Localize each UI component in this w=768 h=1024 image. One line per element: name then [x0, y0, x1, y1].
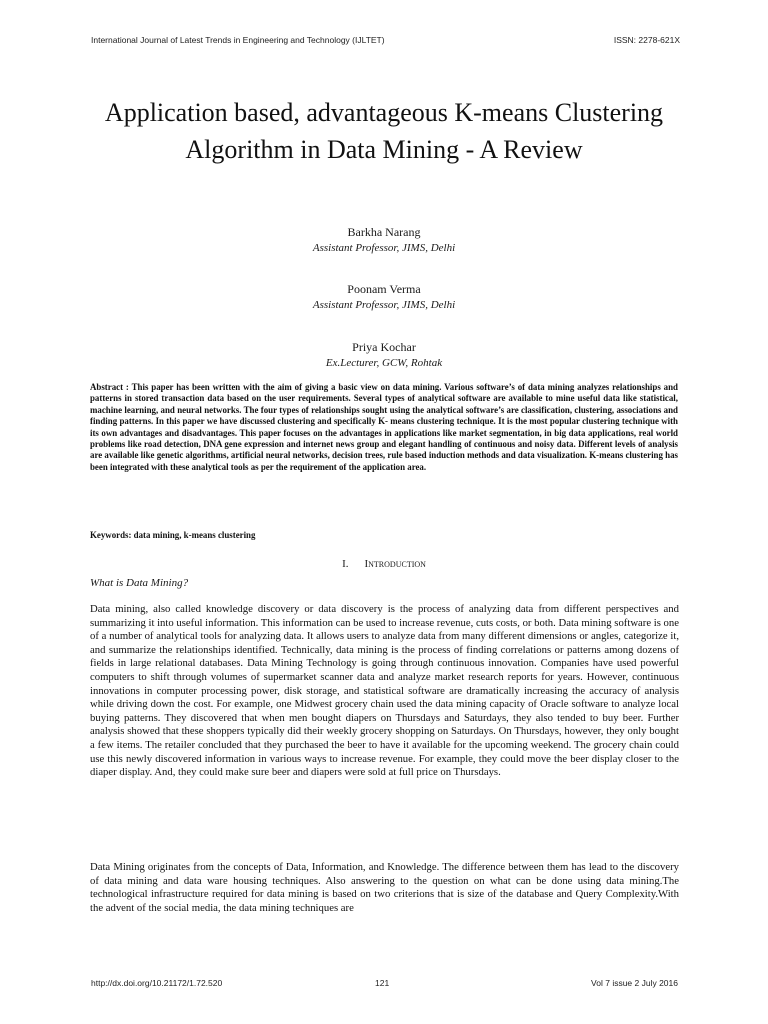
author-affiliation: Assistant Professor, JIMS, Delhi	[312, 299, 456, 311]
author-block	[84, 281, 684, 314]
section-number: I.	[342, 558, 349, 570]
keywords: Keywords: data mining, k-means clustering	[90, 530, 256, 540]
journal-header: International Journal of Latest Trends in Engineering and Technology (IJLTET)	[91, 35, 385, 45]
subheading: What is Data Mining?	[90, 577, 189, 589]
author-affiliation: Ex.Lecturer, GCW, Rohtak	[325, 357, 443, 369]
volume-info: Vol 7 issue 2 July 2016	[591, 978, 678, 988]
author-affiliation: Assistant Professor, JIMS, Delhi	[312, 242, 456, 254]
page-number: 121	[375, 978, 390, 988]
author-block	[84, 339, 684, 372]
issn-header: ISSN: 2278-621X	[613, 35, 680, 45]
section-heading	[84, 558, 684, 570]
author-name: Priya Kochar	[352, 340, 416, 354]
author-name: Barkha Narang	[347, 225, 421, 239]
paper-title: Application based, advantageous K-means Clustering Algorithm in Data Mining - A Review	[104, 98, 664, 164]
body-paragraph: Data mining, also called knowledge discovery or data discovery is the process of analyzing data from different perspectives and summarizing it into useful information. This information can be used to increase revenue, cuts costs, or both. Data mining software is one of a number of analytical tools for analyzing data. It allows users to analyze data from many different dimensions or angles, categorize it, and summarize the relationships identified. Technically, data mining is the process of finding correlations or patterns among dozens of fields in large relational databases. Data Mining Technology is going through continuous innovation. Companies have used powerful computers to shift through volumes of supermarket scanner data and analyze market research reports for years. However, continuous innovations in computer processing power, disk storage, and statistical software are dramatically increasing the accuracy of analysis while driving down the cost. For example, one Midwest grocery chain used the data mining capacity of Oracle software to analyze local buying patterns. They discovered that when men bought diapers on Thursdays and Saturdays, they also tended to buy beer. Further analysis showed that these shoppers typically did their weekly grocery shopping on Saturdays. On Thursdays, however, they only bought a few items. The retailer concluded that they purchased the beer to have it available for the upcoming weekend. The grocery chain could use this newly discovered information in various ways to increase revenue. For example, they could move the beer display closer to the diaper display. And, they could make sure beer and diapers were sold at full price on Thursdays.	[90, 603, 679, 779]
abstract: Abstract : This paper has been written with the aim of giving a basic view on data mining. Various software’s of data mining analyzes relationships and patterns in stored transaction data based on the user requirements. Several types of analytical software are available to mine useful data like statistical, machine learning, and neural networks. The four types of relationships sought using the analytical software’s are classification, clustering, associations and finding patterns. In this paper we have discussed clustering and specifically K- means clustering technique. It is the most popular clustering technique with its own advantages and disadvantages. This paper focuses on the advantages in applications like market segmentation, in big data applications, real world problems like road detection, DNA gene expression and internet news group and elegant handling of continuous and noisy data. Different levels of analysis are available like genetic algorithms, artificial neural networks, decision trees, rule based induction methods and data visualization. K-means clustering has been integrated with these analytical tools as per the requirement of the application area.	[90, 382, 678, 472]
author-name: Poonam Verma	[347, 282, 421, 296]
author-block	[84, 224, 684, 257]
section-title: Introduction	[364, 558, 426, 570]
body-paragraph: Data Mining originates from the concepts of Data, Information, and Knowledge. The difference between them has lead to the discovery of data mining and data ware housing techniques. Also answering to the question on what can be done using data mining.The technological infrastructure required for data mining is based on two criterions that is size of the database and Query Complexity.With the advent of the social media, the data mining techniques are	[90, 861, 679, 914]
doi-link[interactable]: http://dx.doi.org/10.21172/1.72.520	[91, 978, 223, 988]
